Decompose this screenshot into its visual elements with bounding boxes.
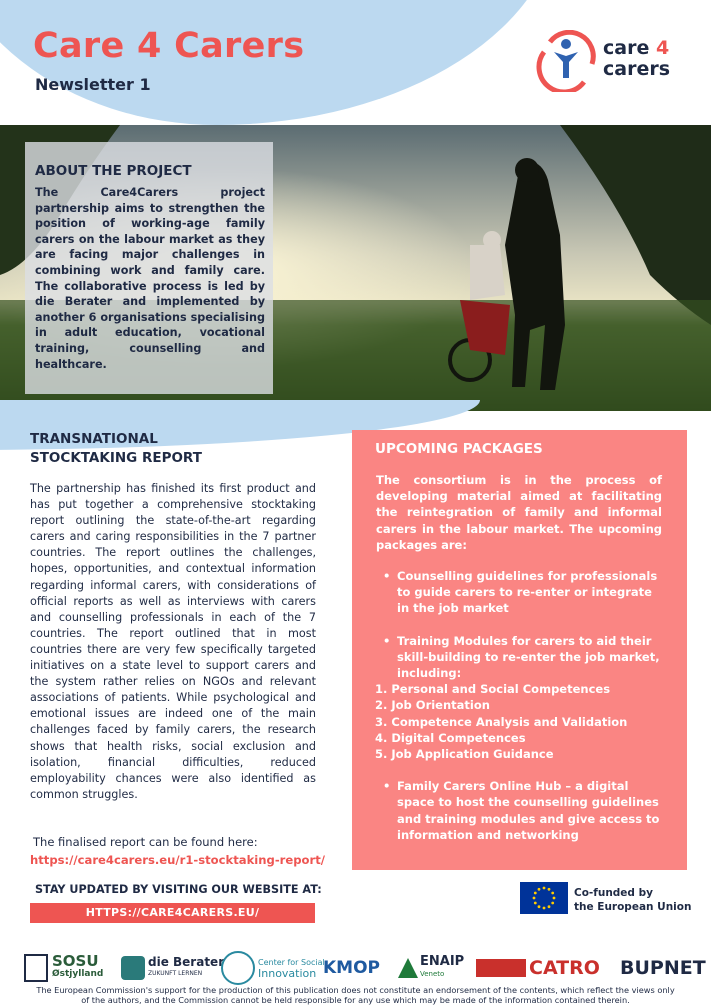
enaip-sub: Veneto [420, 970, 445, 978]
about-heading: ABOUT THE PROJECT [35, 163, 192, 179]
partner-kmop: KMOP [323, 958, 381, 978]
sosu-sub: Østjylland [52, 969, 104, 979]
about-project-box [25, 142, 273, 394]
final-report-label: The finalised report can be found here: [33, 835, 258, 849]
stocktaking-text: The partnership has finished its first product and has put together a comprehensive stocktaking report outlining the state-of-the-art regarding carers and caring responsibilities in the 7 partner countries. The report outlines the challenges, hopes, opportunities, and contextual information regarding informal carers, with considerations of official reports as well as interviews with carers and counselling professionals in each of the 7 countries. The report outlined that in most countries there are very few specifically targeted initiatives on a state level to support carers and the system rather relies on NGOs and relevant associations of patients. While psychological and emotional issues are indeed one of the main challenges faced by family carers, the research shows that health risks, social exclusion and isolation, financial difficulties, reduced employability chances were also identified as common struggles. [30, 482, 316, 801]
sosu-icon [24, 954, 48, 982]
website-link-button[interactable]: HTTPS://CARE4CARERS.EU/ [30, 903, 315, 923]
co-funded-line2: the European Union [574, 901, 692, 913]
partner-csi [221, 950, 325, 986]
upcoming-list [375, 568, 666, 859]
catro-name: CATRO [529, 957, 600, 979]
csi-line2: Innovation [258, 967, 317, 980]
enaip-name: ENAIP [420, 954, 465, 969]
final-report-link[interactable]: https://care4carers.eu/r1-stocktaking-report/ [30, 853, 325, 867]
csi-line1: Center for Social [258, 958, 325, 967]
training-modules-text: Training Modules for carers to aid their skill-building to re-enter the job market, including: [397, 633, 660, 681]
module-item-5: 5. Job Application Guidance [375, 747, 554, 762]
partner-die-berater [121, 950, 224, 986]
sosu-name: SOSU [52, 952, 99, 970]
partner-bupnet: BUPNET [620, 957, 706, 979]
partner-sosu [24, 950, 103, 986]
stocktaking-heading [30, 430, 202, 468]
partner-enaip [398, 950, 464, 986]
stay-updated-label: STAY UPDATED BY VISITING OUR WEBSITE AT: [35, 883, 322, 896]
module-item-3: 3. Competence Analysis and Validation [375, 714, 628, 729]
list-item [375, 633, 666, 763]
disclaimer-line1: The European Commission's support for the production of this publication does not constitute an endorsement of the contents, which reflect the views only [36, 985, 675, 995]
upcoming-heading: UPCOMING PACKAGES [375, 441, 543, 457]
upcoming-intro: The consortium is in the process of developing material aimed at facilitating the reintegration of family and informal carers in the labour market. The upcoming packages are: [376, 473, 662, 552]
die-berater-name: die Berater [148, 955, 225, 969]
die-berater-icon [121, 956, 145, 980]
page-title: Care 4 Carers [33, 26, 305, 66]
catro-icon [476, 959, 526, 977]
enaip-icon [398, 958, 418, 978]
disclaimer-line2: of the authors, and the Commission cannot be held responsible for any use which may be made of the information contained therein. [81, 995, 630, 1005]
die-berater-sub: ZUKUNFT LERNEN [148, 970, 203, 977]
about-text: The Care4Carers project partnership aims to strengthen the position of working-age family carers on the labour market as they are facing major challenges in combining work and family care. The collaborative process is led by die Berater and implemented by another 6 organisations specialising in adult education, vocational training, counselling and healthcare. [35, 186, 265, 371]
csi-icon [221, 951, 255, 985]
logo-care: care [603, 37, 650, 59]
disclaimer [0, 985, 711, 1005]
module-item-4: 4. Digital Competences [375, 730, 526, 745]
newsletter-number: Newsletter 1 [35, 75, 151, 94]
module-item-1: 1. Personal and Social Competences [375, 682, 611, 697]
logo-wordmark [603, 38, 670, 80]
list-item: • Family Carers Online Hub – a digital space to host the counselling guidelines and training modules and give access to information and networking [383, 778, 666, 843]
co-funded-text [574, 886, 691, 914]
eu-flag-icon [520, 882, 568, 914]
module-item-2: 2. Job Orientation [375, 698, 490, 713]
logo-carers: carers [603, 58, 671, 80]
partner-catro [476, 950, 600, 986]
list-item: • Counselling guidelines for professionals to guide carers to re-enter or integrate in the job market [383, 568, 666, 617]
stocktaking-heading-line2: STOCKTAKING REPORT [30, 450, 202, 466]
stocktaking-heading-line1: TRANSNATIONAL [30, 431, 158, 447]
logo-four: 4 [655, 37, 670, 59]
co-funded-line1: Co-funded by [574, 887, 653, 899]
